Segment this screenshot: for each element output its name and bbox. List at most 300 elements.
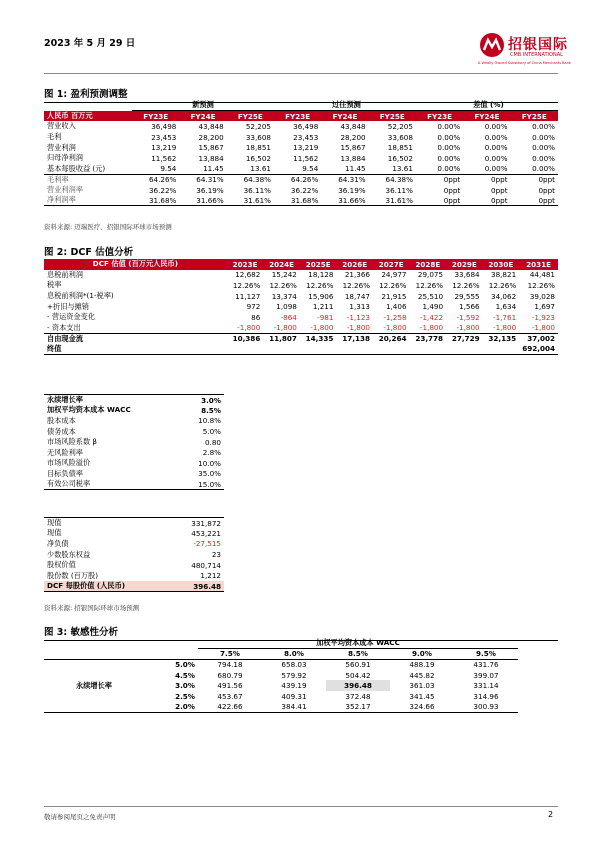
fig2-value: 12.26% xyxy=(306,280,334,290)
page-number: 2 xyxy=(548,810,554,819)
table-row xyxy=(44,280,558,291)
empty-cell xyxy=(483,344,520,355)
valuation-label: 现值 xyxy=(44,518,174,529)
empty-cell xyxy=(44,649,144,660)
fig2-value: 15,242 xyxy=(271,270,297,280)
fig1-value: 36.22% xyxy=(290,185,319,195)
fig1-unit-label: 人民币 百万元 xyxy=(44,111,132,122)
table-row xyxy=(44,132,558,143)
fig2-value: -1,800 xyxy=(492,323,517,333)
fig2-value: -1,592 xyxy=(456,312,480,322)
fig2-value: 1,697 xyxy=(534,302,555,312)
fig1-title: 图 1: 盈利预测调整 xyxy=(44,86,558,103)
logo-tagline: A Wholly Owned Subsidiary of China Merchants Bank xyxy=(478,61,571,65)
fig1-value: 13.61 xyxy=(392,164,413,174)
fig1-value: 31.68% xyxy=(274,195,321,206)
fig1-value: 0ppt xyxy=(491,185,508,195)
fig2-value: 1,313 xyxy=(349,302,370,312)
table-row xyxy=(44,142,558,153)
valuation-label: 少数股东权益 xyxy=(47,549,91,559)
fig1-value: 31.66% xyxy=(179,195,226,206)
per-share-row xyxy=(44,581,224,592)
assumption-row xyxy=(44,405,224,416)
fig3-growth-value: 5.0% xyxy=(175,660,195,670)
fig1-source: 资料来源: 迈瑞医疗、招银国际环球市场预测 xyxy=(44,223,172,231)
empty-cell xyxy=(263,344,300,355)
fig1-row-label: 毛利率 xyxy=(44,174,132,185)
assumption-label: 有效公司税率 xyxy=(44,479,174,490)
fig3-growth-value: 2.5% xyxy=(175,691,195,701)
assumption-label: 目标负债率 xyxy=(47,468,83,478)
fig2-value: 10,386 xyxy=(227,333,264,344)
fig2-value: 21,366 xyxy=(344,270,370,280)
fig1-year-header: FY24E xyxy=(321,111,368,122)
cmbi-logo-icon xyxy=(478,32,506,58)
assumption-value: 3.0% xyxy=(174,395,224,406)
fig2-source: 资料来源: 招银国际环球市场预测 xyxy=(44,604,140,612)
fig3-value: 453.67 xyxy=(217,691,243,701)
fig1-value: 0.00% xyxy=(437,121,461,131)
fig2-unit-label: DCF 估值 (百万元人民币) xyxy=(44,259,227,270)
fig3-value: 431.76 xyxy=(473,660,499,670)
fig3-value: 399.07 xyxy=(473,670,499,680)
assumption-row xyxy=(44,395,224,406)
fig1-value: 64.38% xyxy=(227,174,274,185)
fig2-value: 12,682 xyxy=(235,270,261,280)
valuation-row xyxy=(44,518,224,529)
fig3-value: 445.82 xyxy=(409,670,435,680)
fig2-value: 23,778 xyxy=(410,333,447,344)
valuation-value: -27,515 xyxy=(193,539,221,549)
assumption-value: 10.0% xyxy=(198,458,221,468)
company-logo xyxy=(478,32,578,66)
table-row xyxy=(44,195,558,206)
fig2-year-header: 2024E xyxy=(263,259,300,270)
valuation-row xyxy=(44,570,224,581)
fig1-value: 18,851 xyxy=(245,143,271,153)
footer-divider xyxy=(44,806,558,807)
fig2-value: 44,481 xyxy=(529,270,555,280)
fig1-value: 16,502 xyxy=(245,153,271,163)
fig3-wacc-header: 加权平均资本成本 WACC xyxy=(198,638,518,649)
fig1-value: 33,608 xyxy=(245,132,271,142)
table-row xyxy=(44,291,558,302)
fig2-value: 12.26% xyxy=(527,280,555,290)
fig3-wacc-col: 9.0% xyxy=(390,649,454,660)
fig2-value: 34,062 xyxy=(491,291,517,301)
fig1-value: 36.11% xyxy=(243,185,271,195)
fig1-value: 15,867 xyxy=(198,143,224,153)
fig2-terminal-value: 692,004 xyxy=(519,344,558,355)
fig2-year-header: 2029E xyxy=(446,259,483,270)
table-row xyxy=(44,174,558,185)
valuation-value: 1,212 xyxy=(200,571,221,581)
fig1-value: 11.45 xyxy=(203,164,224,174)
table-row xyxy=(44,121,558,132)
fig2-value: -1,800 xyxy=(419,323,444,333)
fig2-year-header: 2023E xyxy=(227,259,264,270)
assumption-row xyxy=(44,447,224,458)
assumption-value: 0.80 xyxy=(204,437,221,447)
fig2-value: 29,075 xyxy=(417,270,444,280)
fig1-value: 36,498 xyxy=(293,121,319,131)
per-share-value: 396.48 xyxy=(174,581,224,592)
fig1-value: 64.38% xyxy=(369,174,416,185)
fig2-header-row xyxy=(44,259,558,270)
fig1-group-header-row xyxy=(44,100,558,111)
valuation-label: 股份数 (百万股) xyxy=(47,570,99,580)
fig1-group-header: 过往预测 xyxy=(274,100,416,111)
fig2-terminal-row xyxy=(44,344,558,355)
assumption-row xyxy=(44,479,224,490)
fig1-year-header: FY25E xyxy=(227,111,274,122)
assumption-label: 永续增长率 xyxy=(44,395,174,406)
logo-sub: CMB INTERNATIONAL xyxy=(510,52,563,58)
fig2-value: 12.26% xyxy=(415,280,444,290)
fig1-year-header: FY23E xyxy=(416,111,463,122)
fig2-value: -981 xyxy=(317,312,334,322)
valuation-label: 现值 xyxy=(47,528,62,538)
fig2-year-header: 2027E xyxy=(373,259,410,270)
fig2-value: -1,800 xyxy=(383,323,407,333)
fig2-value: -1,258 xyxy=(383,312,407,322)
fig1-value: 0ppt xyxy=(538,185,555,195)
assumption-label: 加权平均资本成本 WACC xyxy=(47,405,131,415)
fig3-wacc-col: 8.0% xyxy=(262,649,326,660)
fig1-value: 31.68% xyxy=(132,195,179,206)
fig1-value: 64.31% xyxy=(321,174,368,185)
fig2-value: -864 xyxy=(280,312,297,322)
fig1-year-header-row xyxy=(44,111,558,122)
fig3-value: 341.45 xyxy=(409,691,435,701)
fig2-row-label: - 资本支出 xyxy=(47,322,81,332)
fig2-value: 12.26% xyxy=(232,280,261,290)
fig1-value: 0.00% xyxy=(484,121,508,131)
fig2-row-label: 息税前利润 xyxy=(47,269,83,279)
fig2-value: 20,264 xyxy=(373,333,410,344)
fig2-value: 972 xyxy=(246,302,261,312)
table-row xyxy=(44,185,558,196)
fig2-title: 图 2: DCF 估值分析 xyxy=(44,244,558,261)
fig1-year-header: FY24E xyxy=(463,111,510,122)
assumption-label: 无风险利率 xyxy=(47,447,83,457)
fig1-row-label: 净利润率 xyxy=(44,195,132,206)
fig2-terminal-label: 终值 xyxy=(44,344,227,355)
fig2-value: 11,807 xyxy=(263,333,300,344)
assumption-value: 35.0% xyxy=(198,469,221,479)
table-row xyxy=(44,301,558,312)
fig1-value: 31.61% xyxy=(369,195,416,206)
fig2-year-header: 2025E xyxy=(300,259,337,270)
fig1-row-label: 营业收入 xyxy=(47,121,76,131)
fig1-value: 0.00% xyxy=(437,153,461,163)
fig1-value: 23,453 xyxy=(293,132,319,142)
fig1-value: 11.45 xyxy=(345,164,366,174)
fig2-assumptions-table xyxy=(44,394,224,490)
fig2-value: 21,915 xyxy=(381,291,407,301)
fig3-wacc-col: 8.5% xyxy=(326,649,390,660)
fig1-value: 18,851 xyxy=(387,143,413,153)
fig1-value: 64.31% xyxy=(179,174,226,185)
fig3-value: 314.96 xyxy=(473,691,499,701)
fig1-value: 13,884 xyxy=(340,153,366,163)
valuation-value: 453,221 xyxy=(191,528,221,538)
assumption-value: 5.0% xyxy=(202,427,221,437)
assumption-row xyxy=(44,437,224,448)
assumption-row xyxy=(44,416,224,427)
fig1-value: 9.54 xyxy=(160,164,177,174)
fig3-value: 300.93 xyxy=(454,702,518,713)
assumption-label: 股本成本 xyxy=(47,415,76,425)
fig2-value: 1,490 xyxy=(422,302,444,312)
fig1-value: 28,200 xyxy=(198,132,224,142)
fig2-value: -1,800 xyxy=(273,323,297,333)
fig1-value: 33,608 xyxy=(387,132,413,142)
fig3-wacc-header-row xyxy=(44,638,518,649)
fig1-value: 13,219 xyxy=(151,143,177,153)
fig3-growth-value: 2.0% xyxy=(144,702,198,713)
fig2-value: 32,135 xyxy=(483,333,520,344)
fig1-value: 0.00% xyxy=(484,143,508,153)
fig3-value: 372.48 xyxy=(345,691,371,701)
valuation-row xyxy=(44,549,224,560)
fig1-group-header: 新预测 xyxy=(132,100,274,111)
fig3-col-header-row xyxy=(44,649,518,660)
fig2-value: 86 xyxy=(251,312,261,322)
fig3-growth-value: 4.5% xyxy=(175,670,195,680)
fig1-value: 0.00% xyxy=(532,164,555,174)
fig2-value: 12.26% xyxy=(269,280,297,290)
fig1-value: 0.00% xyxy=(437,143,461,153)
fig3-value: 579.92 xyxy=(281,670,307,680)
fig3-value: 439.19 xyxy=(281,681,307,691)
fig2-value: -1,923 xyxy=(531,312,555,322)
empty-cell xyxy=(227,344,264,355)
fig2-value: 27,729 xyxy=(446,333,483,344)
fig3-growth-label: 永续增长率 xyxy=(44,659,144,712)
fig2-year-header: 2030E xyxy=(483,259,520,270)
fig1-value: 0.00% xyxy=(532,121,555,131)
valuation-value: 331,872 xyxy=(174,518,224,529)
fig3-value: 794.18 xyxy=(217,660,243,670)
fig1-value: 36.22% xyxy=(148,185,177,195)
fig1-row-label: 基本每股收益 (元) xyxy=(47,163,106,173)
fig2-row-label: 息税前利润*(1-税率) xyxy=(47,291,114,301)
fig2-value: -1,800 xyxy=(456,323,480,333)
fig2-valuation-table xyxy=(44,517,224,592)
fig1-value: 0ppt xyxy=(416,195,463,206)
empty-cell xyxy=(410,344,447,355)
fig2-value: 37,002 xyxy=(519,333,558,344)
fig1-row-label: 营业利润率 xyxy=(47,185,83,195)
fig2-value: 15,906 xyxy=(308,291,334,301)
fig2-value: 11,127 xyxy=(235,291,261,301)
fig2-year-header: 2031E xyxy=(519,259,558,270)
fig1-value: 43,848 xyxy=(198,121,224,131)
fig1-value: 0.00% xyxy=(532,153,555,163)
fig1-value: 13,219 xyxy=(293,143,319,153)
fig2-value: 12.26% xyxy=(452,280,480,290)
fig2-row-label: +折旧与摊销 xyxy=(47,301,89,311)
fig1-value: 0.00% xyxy=(484,153,508,163)
fig1-value: 36.11% xyxy=(385,185,413,195)
fig3-title: 图 3: 敏感性分析 xyxy=(44,624,558,641)
valuation-row xyxy=(44,528,224,539)
fig1-value: 13,884 xyxy=(198,153,224,163)
fig1-value: 36,498 xyxy=(151,121,177,131)
fig3-value: 331.14 xyxy=(473,681,499,691)
fig1-value: 0ppt xyxy=(463,195,510,206)
assumption-label: 债务成本 xyxy=(47,426,76,436)
fig1-row-label: 毛利 xyxy=(47,132,62,142)
table-row xyxy=(44,333,558,344)
fig1-year-header: FY25E xyxy=(511,111,558,122)
header-divider xyxy=(44,73,558,74)
fig2-value: 25,510 xyxy=(417,291,444,301)
fig1-value: 36.19% xyxy=(338,185,366,195)
fig2-value: 12.26% xyxy=(342,280,370,290)
fig1-row-label: 营业利润 xyxy=(47,142,76,152)
footer-disclaimer: 敬请参阅尾页之免责声明 xyxy=(44,813,116,821)
fig3-value: 680.79 xyxy=(217,670,243,680)
fig1-value: 16,502 xyxy=(387,153,413,163)
fig1-value: 52,205 xyxy=(245,121,271,131)
fig1-value: 0.00% xyxy=(437,164,461,174)
fig2-value: 38,821 xyxy=(491,270,517,280)
fig2-value: 17,138 xyxy=(336,333,373,344)
valuation-row xyxy=(44,539,224,550)
fig2-value: 1,566 xyxy=(459,302,480,312)
assumption-value: 8.5% xyxy=(201,405,221,415)
logo-name: 招银国际 xyxy=(508,37,568,53)
fig1-value: 11,562 xyxy=(151,153,177,163)
fig3-value: 488.19 xyxy=(409,660,435,670)
table-row xyxy=(44,323,558,334)
fig2-value: 18,747 xyxy=(344,291,370,301)
fig2-value: 13,374 xyxy=(271,291,297,301)
table-row xyxy=(44,270,558,281)
fig2-year-header: 2026E xyxy=(336,259,373,270)
valuation-value: 23 xyxy=(211,550,221,560)
fig1-year-header: FY23E xyxy=(274,111,321,122)
fig3-value: 409.31 xyxy=(281,691,307,701)
fig3-value: 396.48 xyxy=(326,680,390,691)
fig2-value: 18,128 xyxy=(308,270,334,280)
fig2-year-header: 2028E xyxy=(410,259,447,270)
per-share-label: DCF 每股价值 (人民币) xyxy=(44,581,174,592)
fig2-value: 12.26% xyxy=(488,280,517,290)
fig1-table xyxy=(44,100,558,206)
fig2-value: 24,977 xyxy=(381,270,407,280)
fig2-value: -1,800 xyxy=(237,323,261,333)
fig1-value: 0ppt xyxy=(463,174,510,185)
assumption-value: 15.0% xyxy=(174,479,224,490)
valuation-value: 480,714 xyxy=(191,560,221,570)
fig1-value: 11,562 xyxy=(293,153,319,163)
report-date: 2023 年 5 月 29 日 xyxy=(44,38,136,49)
fig1-value: 43,848 xyxy=(340,121,366,131)
fig3-growth-value: 3.0% xyxy=(175,681,195,691)
empty-cell xyxy=(336,344,373,355)
fig1-value: 0.00% xyxy=(484,132,508,142)
assumption-row xyxy=(44,469,224,480)
fig1-row-label: 归母净利润 xyxy=(47,153,83,163)
fig1-value: 13.61 xyxy=(250,164,271,174)
assumption-row xyxy=(44,426,224,437)
assumption-label: 市场风险系数 β xyxy=(47,437,97,447)
fig2-value: 12.26% xyxy=(379,280,407,290)
empty-cell xyxy=(144,638,198,649)
empty-cell xyxy=(373,344,410,355)
fig1-value: 0ppt xyxy=(511,195,558,206)
table-row xyxy=(44,153,558,164)
fig2-value: -1,123 xyxy=(346,312,370,322)
empty-cell xyxy=(144,649,198,660)
fig1-value: 23,453 xyxy=(151,132,177,142)
fig1-value: 0.00% xyxy=(532,132,555,142)
fig1-value: 9.54 xyxy=(302,164,319,174)
fig1-value: 28,200 xyxy=(340,132,366,142)
fig2-value: -1,422 xyxy=(419,312,444,322)
fig1-value: 31.66% xyxy=(321,195,368,206)
fig2-value: -1,800 xyxy=(310,323,334,333)
fig2-value: -1,800 xyxy=(346,323,370,333)
fig1-value: 0ppt xyxy=(511,174,558,185)
empty-cell xyxy=(44,100,132,111)
empty-cell xyxy=(446,344,483,355)
fig1-value: 0.00% xyxy=(437,132,461,142)
fig1-value: 0ppt xyxy=(416,174,463,185)
assumption-value: 2.8% xyxy=(202,448,221,458)
fig2-value: -1,761 xyxy=(492,312,517,322)
fig1-value: 36.19% xyxy=(196,185,224,195)
empty-cell xyxy=(44,638,144,649)
fig2-value: 1,211 xyxy=(312,302,334,312)
fig3-value: 658.03 xyxy=(281,660,307,670)
fig1-year-header: FY23E xyxy=(132,111,179,122)
fig2-value: 33,684 xyxy=(454,270,480,280)
fig3-value: 491.56 xyxy=(217,681,243,691)
fig3-value: 560.91 xyxy=(345,660,371,670)
fig3-wacc-col: 9.5% xyxy=(454,649,518,660)
fig2-value: 39,028 xyxy=(529,291,555,301)
fig1-year-header: FY24E xyxy=(179,111,226,122)
fig2-row-label: 税率 xyxy=(47,280,62,290)
fig1-value: 64.26% xyxy=(274,174,321,185)
fig3-value: 504.42 xyxy=(345,670,371,680)
fig2-value: 1,634 xyxy=(495,302,517,312)
empty-cell xyxy=(300,344,337,355)
valuation-label: 净负债 xyxy=(47,538,69,548)
table-row xyxy=(44,659,518,670)
assumption-value: 10.8% xyxy=(198,416,221,426)
valuation-row xyxy=(44,560,224,571)
fig1-value: 0ppt xyxy=(443,185,461,195)
fig3-value: 352.17 xyxy=(326,702,390,713)
fig2-value: 14,335 xyxy=(300,333,337,344)
fig1-year-header: FY25E xyxy=(369,111,416,122)
fig3-wacc-col: 7.5% xyxy=(198,649,262,660)
fig3-value: 324.66 xyxy=(390,702,454,713)
fig2-table xyxy=(44,259,558,355)
fig1-value: 31.61% xyxy=(227,195,274,206)
fig3-value: 361.03 xyxy=(409,681,435,691)
fig3-value: 384.41 xyxy=(262,702,326,713)
fig2-row-label: - 营运资金变化 xyxy=(47,312,96,322)
fig2-value: 1,406 xyxy=(385,302,407,312)
fig1-value: 52,205 xyxy=(387,121,413,131)
fig2-value: -1,800 xyxy=(531,323,555,333)
